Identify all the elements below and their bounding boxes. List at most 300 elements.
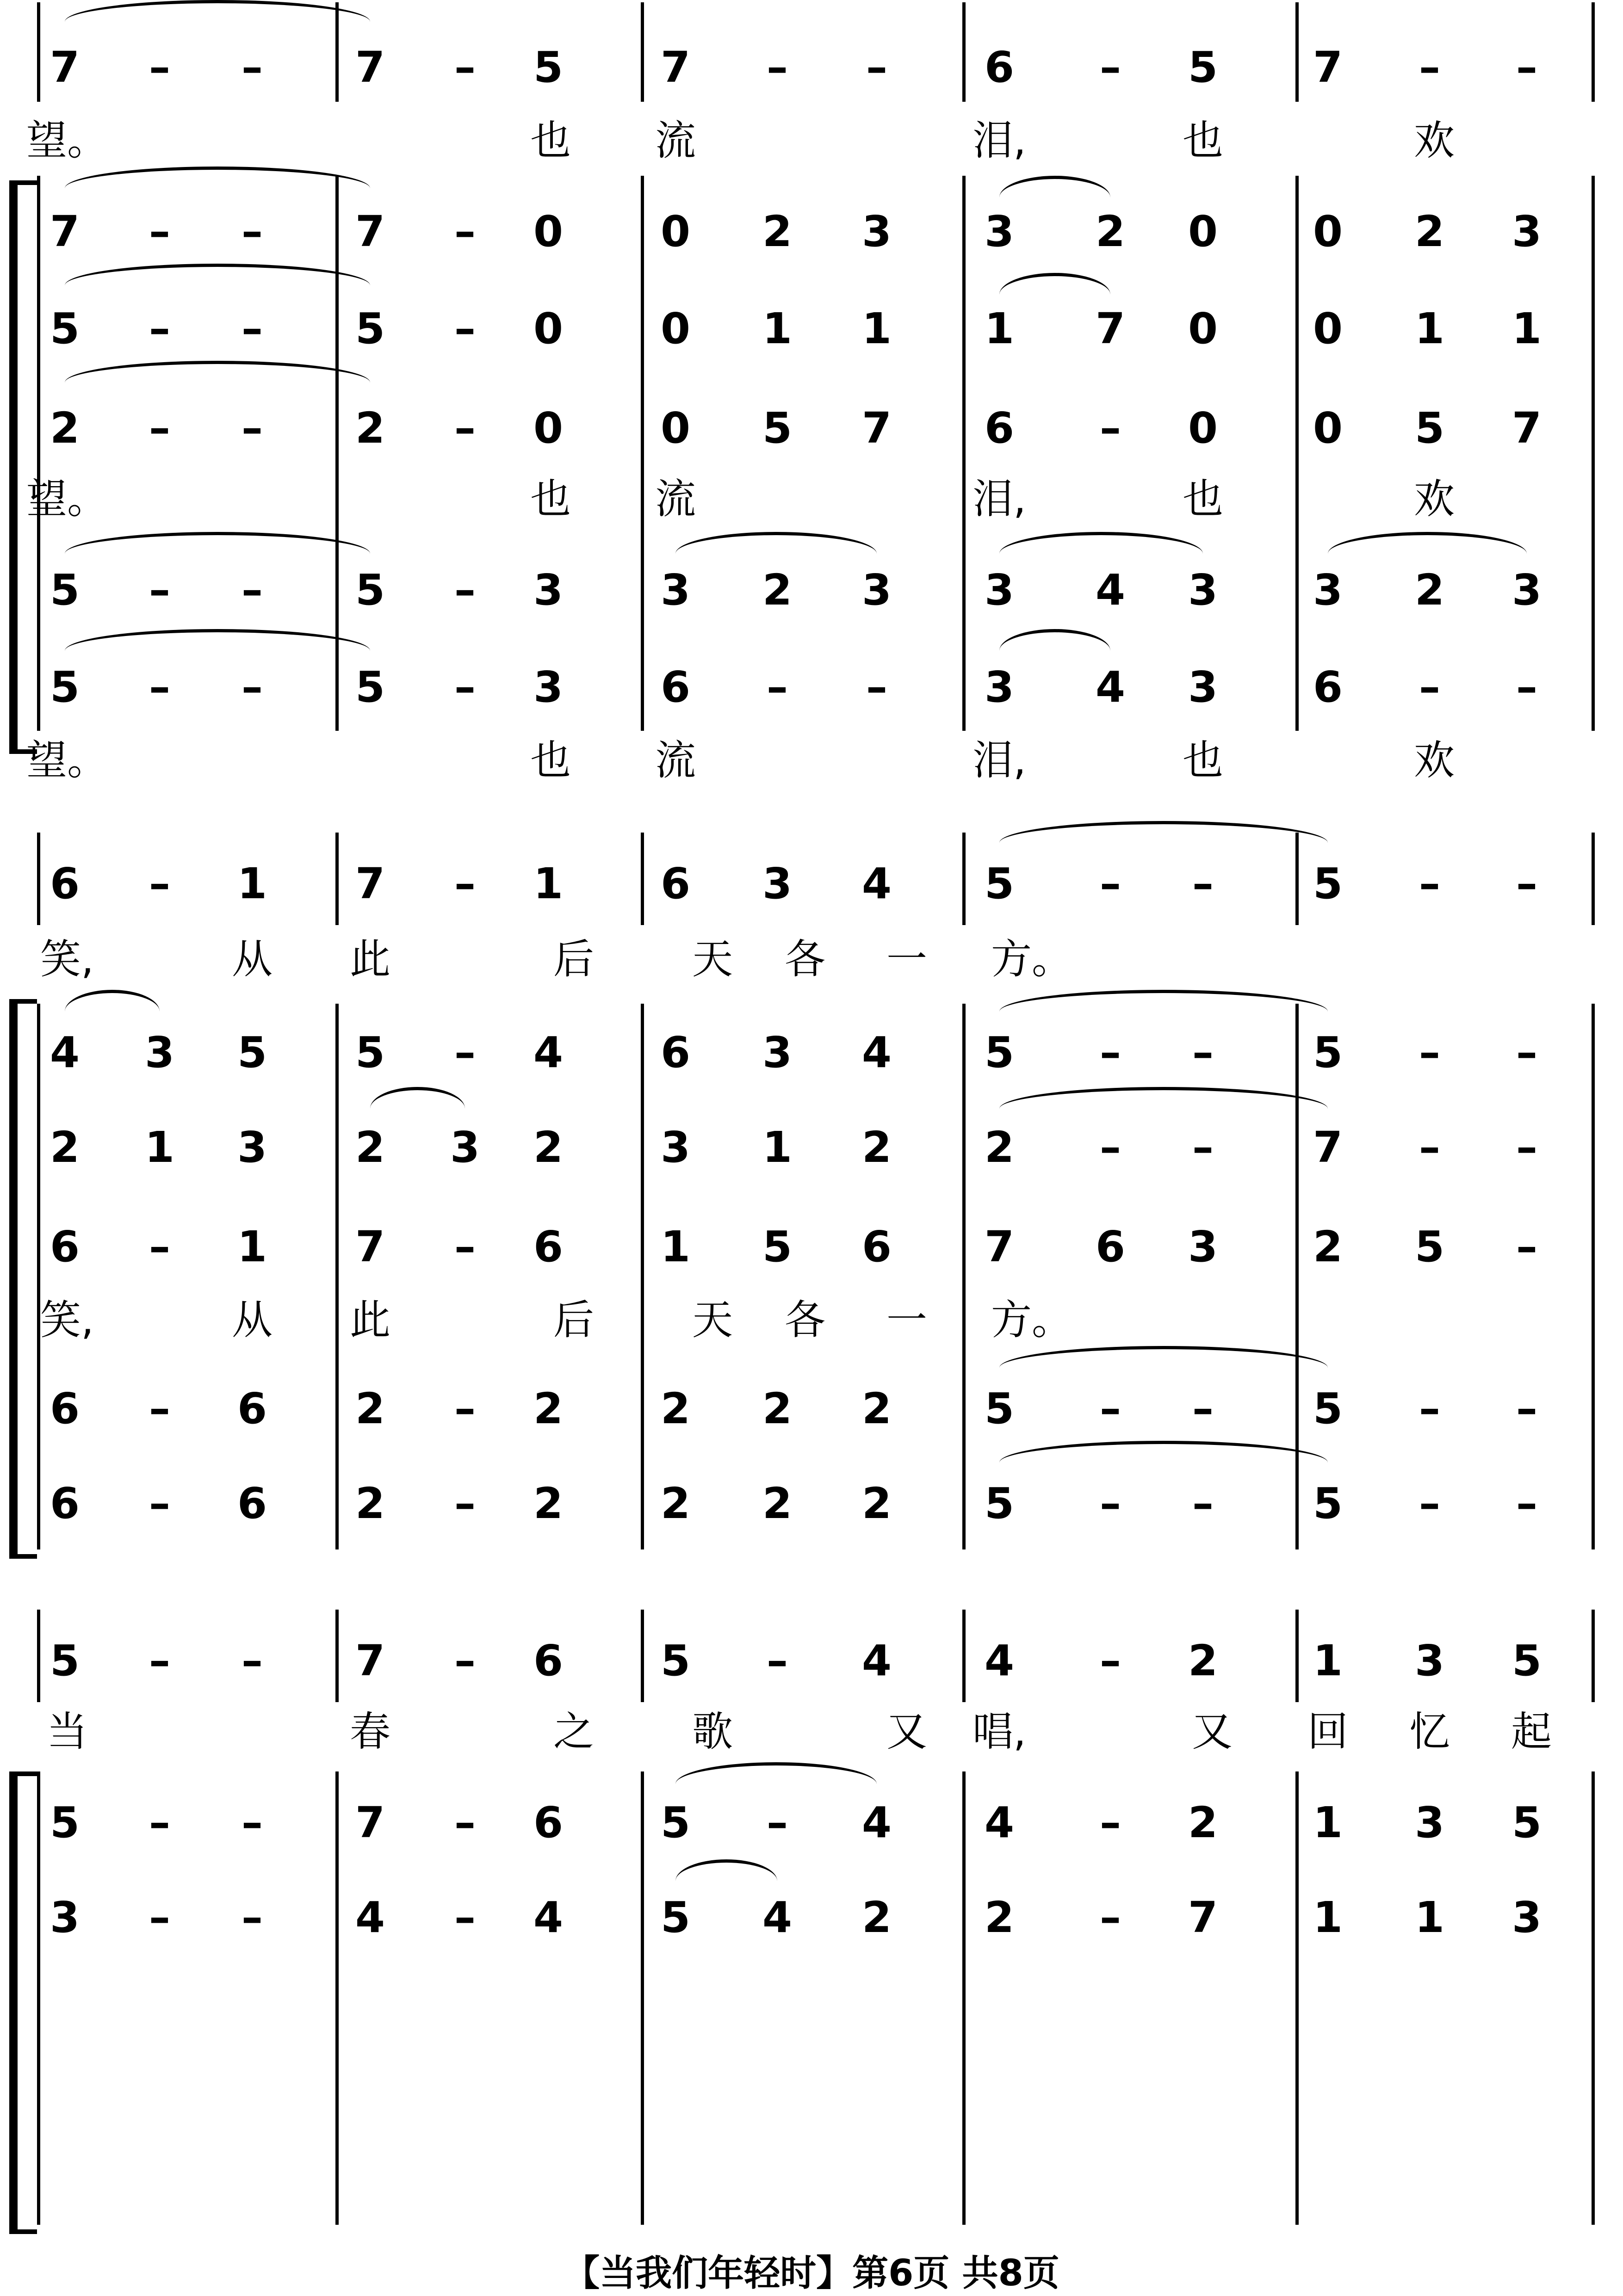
slur: [65, 264, 370, 285]
sys2-solo_notes-note: 6: [660, 859, 691, 908]
sys1-v5-note: –: [242, 662, 263, 712]
sys3-solo_notes-note: –: [149, 1636, 170, 1685]
sys2-solo_lyric-lyric: 笑,: [40, 935, 94, 983]
sys1-solo_lyric-lyric: 流: [655, 117, 696, 164]
sys2-v3_lyric-lyric: 方。: [991, 1296, 1073, 1344]
slur: [999, 176, 1110, 198]
sys3-v2-note: –: [454, 1893, 476, 1942]
sys2-v5-note: –: [1516, 1479, 1537, 1528]
sys3-solo_lyric-lyric: 又: [1191, 1708, 1233, 1755]
sys2-v2-note: –: [1100, 1123, 1121, 1172]
sys1-solo_notes-note: –: [1100, 43, 1121, 92]
sys2-v1-note: –: [1516, 1028, 1537, 1077]
sys1-v5-note: 3: [984, 662, 1015, 712]
barline: [641, 1004, 644, 1549]
sys2-v3_lyric-lyric: 天: [692, 1296, 733, 1344]
sys2-v1-note: –: [1100, 1028, 1121, 1077]
sys3-solo_notes-note: 3: [1414, 1636, 1445, 1685]
sys1-v1-note: 0: [1188, 207, 1218, 256]
sys1-v4-note: 3: [1188, 565, 1218, 615]
sys3-solo_notes-note: 5: [660, 1636, 691, 1685]
sys2-v3-note: –: [1516, 1222, 1537, 1271]
sys2-solo_notes-note: 5: [1313, 859, 1343, 908]
sys2-v5-note: 2: [533, 1479, 564, 1528]
sys1-solo_notes-note: 7: [355, 43, 385, 92]
sys3-v2-note: 4: [533, 1893, 564, 1942]
sys2-v4-note: 2: [762, 1384, 793, 1433]
sys3-v2-note: –: [242, 1893, 263, 1942]
sys2-v4-note: –: [1419, 1384, 1440, 1433]
barline: [1295, 1771, 1299, 2225]
sys3-v2-note: 3: [1511, 1893, 1542, 1942]
sys3-v1-note: 3: [1414, 1798, 1445, 1847]
sys1-v5-note: –: [149, 662, 170, 712]
sys2-solo_lyric-lyric: 方。: [991, 935, 1073, 983]
sys1-v3-note: –: [454, 403, 476, 453]
sys2-v2-note: 7: [1313, 1123, 1343, 1172]
slur: [1328, 532, 1527, 554]
sys3-solo_lyric-lyric: 唱,: [973, 1708, 1026, 1755]
sys2-v1-note: 5: [984, 1028, 1015, 1077]
sys1-v2-note: 1: [984, 304, 1015, 353]
sys2-v4-note: 5: [1313, 1384, 1343, 1433]
brace-tick: [9, 999, 37, 1004]
sys2-v3-note: 6: [50, 1222, 80, 1271]
sys1-v4-note: 5: [355, 565, 385, 615]
sys1-v2-note: 1: [1511, 304, 1542, 353]
barline: [1295, 833, 1299, 925]
sys3-solo_lyric-lyric: 歌: [692, 1708, 733, 1755]
sys2-v3-note: 2: [1313, 1222, 1343, 1271]
sys2-v3-note: 3: [1188, 1222, 1218, 1271]
sys3-solo_lyric-lyric: 又: [886, 1708, 928, 1755]
sys3-v2-note: 5: [660, 1893, 691, 1942]
sys2-v5-note: 5: [984, 1479, 1015, 1528]
sys2-v3-note: 5: [762, 1222, 793, 1271]
brace-tick: [9, 2229, 37, 2234]
sys2-v3-note: 6: [1095, 1222, 1126, 1271]
barline: [962, 176, 966, 731]
sys1-v1-note: –: [149, 207, 170, 256]
page-footer: 【当我们年轻时】第6页 共8页: [564, 2253, 1059, 2294]
sys2-solo_lyric-lyric: 一: [886, 935, 928, 983]
sys3-solo_notes-note: 2: [1188, 1636, 1218, 1685]
sys2-solo_notes-note: 4: [861, 859, 892, 908]
sys2-solo_notes-note: 3: [762, 859, 793, 908]
barline: [37, 1771, 40, 2225]
sys3-solo_notes-note: 4: [861, 1636, 892, 1685]
slur: [65, 167, 370, 188]
sys2-v2-note: 1: [144, 1123, 175, 1172]
slur: [675, 1762, 877, 1784]
sys2-v4-note: –: [454, 1384, 476, 1433]
sys1-solo_lyric-lyric: 也: [1182, 117, 1224, 164]
sys1-solo_notes-note: 7: [50, 43, 80, 92]
sys3-solo_notes-note: 4: [984, 1636, 1015, 1685]
sys2-solo_notes-note: 7: [355, 859, 385, 908]
sys1-solo_notes-note: –: [866, 43, 887, 92]
sys1-v5-note: 3: [1188, 662, 1218, 712]
sys3-solo_notes-note: –: [1100, 1636, 1121, 1685]
sys2-v3_lyric-lyric: 此: [349, 1296, 391, 1344]
sys1-v3-note: –: [242, 403, 263, 453]
sys2-v1-note: 4: [50, 1028, 80, 1077]
sys1-v1-note: –: [242, 207, 263, 256]
sys2-solo_notes-note: –: [1419, 859, 1440, 908]
sys1-v2-note: –: [454, 304, 476, 353]
sys1-v3-note: 0: [660, 403, 691, 453]
slur: [999, 629, 1110, 651]
sys2-v1-note: 6: [660, 1028, 691, 1077]
sys2-v5-note: 2: [861, 1479, 892, 1528]
sys2-solo_notes-note: –: [454, 859, 476, 908]
sys1-v5-note: 5: [355, 662, 385, 712]
sys1-solo_notes-note: –: [454, 43, 476, 92]
sys1-v4-note: 3: [1313, 565, 1343, 615]
barline: [641, 1771, 644, 2225]
sys1-v5-note: –: [767, 662, 788, 712]
sys2-v3-note: 7: [355, 1222, 385, 1271]
sys3-solo_notes-note: 1: [1313, 1636, 1343, 1685]
sys1-v3-note: 2: [355, 403, 385, 453]
sys2-v4-note: 5: [984, 1384, 1015, 1433]
sys1-v3-note: 0: [1313, 403, 1343, 453]
sys2-solo_notes-note: –: [149, 859, 170, 908]
sys1-v4-note: 3: [984, 565, 1015, 615]
sys2-solo_lyric-lyric: 各: [784, 935, 826, 983]
sys2-solo_notes-note: –: [1100, 859, 1121, 908]
sys1-v2-note: 1: [861, 304, 892, 353]
sys2-v3-note: 1: [237, 1222, 267, 1271]
sys3-solo_lyric-lyric: 春: [349, 1708, 391, 1755]
sys3-v2-note: 7: [1188, 1893, 1218, 1942]
sys3-v1-note: –: [767, 1798, 788, 1847]
sys1-solo_notes-note: 7: [660, 43, 691, 92]
sys2-v2-note: 3: [660, 1123, 691, 1172]
sys2-solo_notes-note: 5: [984, 859, 1015, 908]
barline: [37, 833, 40, 925]
sys2-v5-note: –: [1192, 1479, 1214, 1528]
barline: [1592, 833, 1595, 925]
sys3-solo_lyric-lyric: 当: [46, 1708, 88, 1755]
sys1-v3-note: 5: [1414, 403, 1445, 453]
sys3-v1-note: –: [242, 1798, 263, 1847]
sys1-v2-note: 0: [533, 304, 564, 353]
sys3-v1-note: 2: [1188, 1798, 1218, 1847]
sys1-solo_notes-note: –: [1419, 43, 1440, 92]
sys1-v2-note: 1: [1414, 304, 1445, 353]
sys2-v4-note: 2: [355, 1384, 385, 1433]
sys3-solo_lyric-lyric: 回: [1307, 1708, 1349, 1755]
sys1-v2-note: –: [242, 304, 263, 353]
sys3-solo_lyric-lyric: 之: [553, 1708, 595, 1755]
sys1-v5-note: 6: [1313, 662, 1343, 712]
barline: [641, 176, 644, 731]
sys1-v5-note: –: [1516, 662, 1537, 712]
sys1-v2-note: 5: [355, 304, 385, 353]
sys1-v2-note: 0: [1188, 304, 1218, 353]
brace-tick: [9, 1771, 37, 1776]
sys3-v1-note: 7: [355, 1798, 385, 1847]
barline: [641, 833, 644, 925]
slur: [999, 1087, 1328, 1109]
sys2-v2-note: 2: [533, 1123, 564, 1172]
sys3-v2-note: –: [1100, 1893, 1121, 1942]
sys2-v5-note: 2: [355, 1479, 385, 1528]
sys1-v1-note: 3: [861, 207, 892, 256]
sys2-v3-note: 7: [984, 1222, 1015, 1271]
sys1-solo_notes-note: –: [1516, 43, 1537, 92]
sys3-v1-note: 5: [1511, 1798, 1542, 1847]
sys2-v1-note: 5: [355, 1028, 385, 1077]
sys2-v3-note: –: [454, 1222, 476, 1271]
sys1-v4-note: 2: [762, 565, 793, 615]
sys1-v3-note: 6: [984, 403, 1015, 453]
sys2-v4-note: –: [1516, 1384, 1537, 1433]
sys3-solo_notes-note: 6: [533, 1636, 564, 1685]
sys2-v3-note: 5: [1414, 1222, 1445, 1271]
sys1-v1-note: –: [454, 207, 476, 256]
sys3-solo_notes-note: –: [767, 1636, 788, 1685]
slur: [65, 629, 370, 651]
sys3-v2-note: –: [149, 1893, 170, 1942]
sys2-v4-note: 6: [237, 1384, 267, 1433]
barline: [1592, 1004, 1595, 1549]
sys2-v1-note: 3: [762, 1028, 793, 1077]
sys2-v5-note: –: [1100, 1479, 1121, 1528]
sys2-v3-note: 1: [660, 1222, 691, 1271]
sys2-solo_notes-note: 1: [237, 859, 267, 908]
barline: [962, 1771, 966, 2225]
sys2-v2-note: 2: [355, 1123, 385, 1172]
barline: [1295, 176, 1299, 731]
sys2-solo_lyric-lyric: 此: [349, 935, 391, 983]
sys1-v4-note: 3: [533, 565, 564, 615]
barline: [962, 1610, 966, 1702]
sys2-v5-note: –: [149, 1479, 170, 1528]
sys1-solo_lyric-lyric: 望。: [26, 117, 108, 164]
sys1-v4-note: 2: [1414, 565, 1445, 615]
barline: [37, 1610, 40, 1702]
sys3-v1-note: –: [1100, 1798, 1121, 1847]
sys1-solo_notes-note: 6: [984, 43, 1015, 92]
sys3-v1-note: 4: [861, 1798, 892, 1847]
sys2-v4-note: 2: [533, 1384, 564, 1433]
sys2-v1-note: 4: [533, 1028, 564, 1077]
sys2-v1-note: –: [1192, 1028, 1214, 1077]
sys2-v3-note: –: [149, 1222, 170, 1271]
barline: [962, 833, 966, 925]
sys1-v3_lyric-lyric: 也: [1182, 475, 1224, 523]
sys2-solo_lyric-lyric: 天: [692, 935, 733, 983]
sys2-v3_lyric-lyric: 各: [784, 1296, 826, 1344]
sys3-v2-note: 1: [1313, 1893, 1343, 1942]
sys1-v3_lyric-lyric: 也: [530, 475, 571, 523]
sys1-v1-note: 7: [50, 207, 80, 256]
slur: [65, 990, 160, 1012]
sys1-solo_notes-note: 5: [533, 43, 564, 92]
sys1-v4-note: 3: [1511, 565, 1542, 615]
barline: [1592, 1610, 1595, 1702]
slur: [65, 361, 370, 383]
sys1-solo_lyric-lyric: 欢: [1413, 117, 1455, 164]
sys2-v1-note: –: [454, 1028, 476, 1077]
barline: [641, 1610, 644, 1702]
barline: [1592, 176, 1595, 731]
sys1-v4-note: –: [149, 565, 170, 615]
sys1-v3_lyric-lyric: 流: [655, 475, 696, 523]
sys1-v3-note: –: [149, 403, 170, 453]
barline: [1295, 2, 1299, 102]
sys2-v3-note: 6: [533, 1222, 564, 1271]
sys3-v1-note: –: [454, 1798, 476, 1847]
slur: [999, 532, 1203, 554]
sys1-v5_lyric-lyric: 流: [655, 736, 696, 784]
sys3-v1-note: 5: [660, 1798, 691, 1847]
barline: [37, 2, 40, 102]
sys3-solo_notes-note: –: [454, 1636, 476, 1685]
sys1-v5_lyric-lyric: 望。: [26, 736, 108, 784]
barline: [335, 1004, 339, 1549]
sys3-v2-note: 4: [355, 1893, 385, 1942]
sys3-solo_lyric-lyric: 忆: [1409, 1708, 1450, 1755]
brace: [9, 1771, 18, 2234]
sys2-v5-note: 2: [762, 1479, 793, 1528]
sys3-v2-note: 1: [1414, 1893, 1445, 1942]
sys1-v2-note: 0: [660, 304, 691, 353]
sys2-v1-note: 3: [144, 1028, 175, 1077]
sys2-v2-note: 3: [237, 1123, 267, 1172]
sys3-solo_notes-note: 5: [1511, 1636, 1542, 1685]
sys2-solo_notes-note: 6: [50, 859, 80, 908]
sys1-v1-note: 0: [1313, 207, 1343, 256]
barline: [37, 1004, 40, 1549]
sys2-v4-note: –: [149, 1384, 170, 1433]
sys1-v3-note: 0: [533, 403, 564, 453]
sys3-solo_notes-note: 7: [355, 1636, 385, 1685]
sys3-v1-note: 4: [984, 1798, 1015, 1847]
sys1-v4-note: 5: [50, 565, 80, 615]
barline: [962, 2, 966, 102]
sys1-v5-note: –: [1419, 662, 1440, 712]
brace: [9, 999, 18, 1559]
sys1-v2-note: 1: [762, 304, 793, 353]
sys1-v2-note: 5: [50, 304, 80, 353]
sys1-v5_lyric-lyric: 欢: [1413, 736, 1455, 784]
sys1-v1-note: 3: [1511, 207, 1542, 256]
sys1-v4-note: –: [454, 565, 476, 615]
slur: [370, 1087, 465, 1109]
sys3-v1-note: 1: [1313, 1798, 1343, 1847]
slur: [675, 532, 877, 554]
sys1-v1-note: 2: [762, 207, 793, 256]
sys2-v2-note: –: [1419, 1123, 1440, 1172]
slur: [65, 532, 370, 554]
barline: [1295, 1004, 1299, 1549]
sys2-v5-note: –: [454, 1479, 476, 1528]
sys2-v5-note: –: [1419, 1479, 1440, 1528]
brace-tick: [9, 1554, 37, 1559]
sys1-v5-note: 6: [660, 662, 691, 712]
barline: [1295, 1610, 1299, 1702]
sys1-solo_lyric-lyric: 也: [530, 117, 571, 164]
sys2-v4-note: –: [1192, 1384, 1214, 1433]
sys1-v1-note: 7: [355, 207, 385, 256]
sys2-v4-note: 6: [50, 1384, 80, 1433]
sys2-v2-note: –: [1192, 1123, 1214, 1172]
sys1-v3-note: 5: [762, 403, 793, 453]
barline: [335, 1610, 339, 1702]
sys2-v1-note: –: [1419, 1028, 1440, 1077]
sys1-v3-note: 7: [1511, 403, 1542, 453]
brace-tick: [9, 180, 37, 185]
slur: [999, 821, 1328, 843]
sys1-v3-note: –: [1100, 403, 1121, 453]
sys1-v4-note: 4: [1095, 565, 1126, 615]
sys1-v5-note: 3: [533, 662, 564, 712]
sys1-v3-note: 0: [1188, 403, 1218, 453]
sys1-v3_lyric-lyric: 泪,: [973, 475, 1026, 523]
sys1-v3-note: 7: [861, 403, 892, 453]
sys1-solo_notes-note: –: [767, 43, 788, 92]
sys2-v4-note: –: [1100, 1384, 1121, 1433]
barline: [37, 176, 40, 731]
slur: [999, 990, 1328, 1012]
sys1-v4-note: 3: [861, 565, 892, 615]
sys1-v4-note: 3: [660, 565, 691, 615]
sys2-v3_lyric-lyric: 一: [886, 1296, 928, 1344]
sys2-v4-note: 2: [660, 1384, 691, 1433]
sys2-v5-note: 5: [1313, 1479, 1343, 1528]
sys3-v2-note: 2: [861, 1893, 892, 1942]
sys1-v3_lyric-lyric: 望。: [26, 475, 108, 523]
sys1-v3_lyric-lyric: 欢: [1413, 475, 1455, 523]
barline: [335, 1771, 339, 2225]
sys2-solo_notes-note: 1: [533, 859, 564, 908]
sys3-v2-note: 3: [50, 1893, 80, 1942]
sys2-v2-note: –: [1516, 1123, 1537, 1172]
sys2-v5-note: 2: [660, 1479, 691, 1528]
sys1-v1-note: 0: [533, 207, 564, 256]
sys1-v5-note: 5: [50, 662, 80, 712]
barline: [641, 2, 644, 102]
sys2-v1-note: 4: [861, 1028, 892, 1077]
sys3-solo_notes-note: 5: [50, 1636, 80, 1685]
barline: [335, 833, 339, 925]
slur: [675, 1859, 777, 1881]
sys2-v2-note: 2: [861, 1123, 892, 1172]
sys2-solo_lyric-lyric: 从: [231, 935, 273, 983]
sys1-solo_lyric-lyric: 泪,: [973, 117, 1026, 164]
sys2-v5-note: 6: [50, 1479, 80, 1528]
sys1-v1-note: 3: [984, 207, 1015, 256]
sys3-solo_notes-note: –: [242, 1636, 263, 1685]
sys1-v5-note: –: [866, 662, 887, 712]
sys2-solo_lyric-lyric: 后: [553, 935, 595, 983]
sys1-v2-note: 7: [1095, 304, 1126, 353]
sys1-v5-note: –: [454, 662, 476, 712]
barline: [1592, 2, 1595, 102]
sys1-solo_notes-note: –: [242, 43, 263, 92]
sys1-v5_lyric-lyric: 也: [530, 736, 571, 784]
sys2-v5-note: 6: [237, 1479, 267, 1528]
sys2-v2-note: 2: [50, 1123, 80, 1172]
sys1-v1-note: 0: [660, 207, 691, 256]
barline: [962, 1004, 966, 1549]
sys1-v1-note: 2: [1414, 207, 1445, 256]
barline: [1592, 1771, 1595, 2225]
sys1-v4-note: –: [242, 565, 263, 615]
